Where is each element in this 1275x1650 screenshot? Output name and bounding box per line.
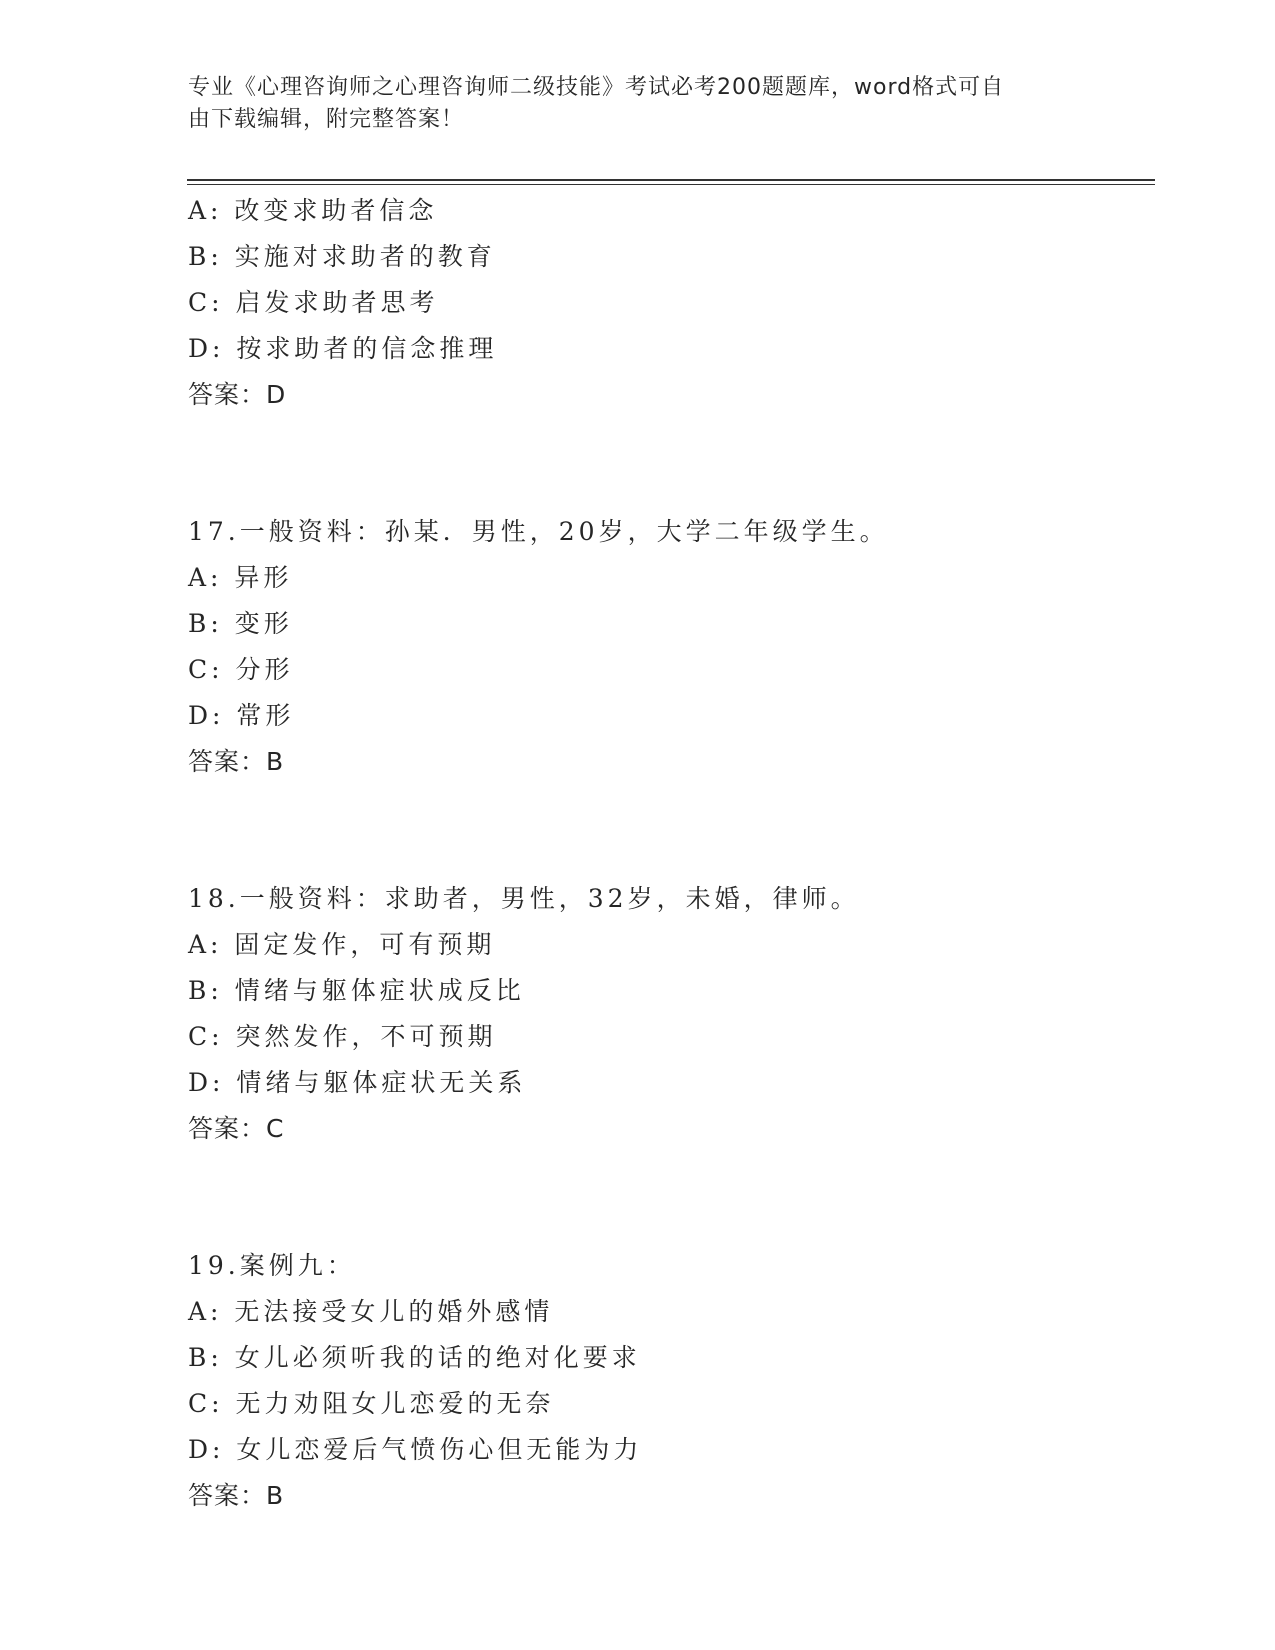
option-a: A: 固定发作，可有预期 — [188, 930, 496, 959]
option-d: D: 情绪与躯体症状无关系 — [188, 1068, 527, 1097]
option-c: C: 分形 — [188, 655, 294, 684]
option-c: C: 启发求助者思考 — [188, 288, 439, 317]
option-a: A: 无法接受女儿的婚外感情 — [188, 1297, 554, 1326]
option-b: B: 情绪与躯体症状成反比 — [188, 976, 525, 1005]
answer: 答案：B — [188, 1481, 285, 1510]
question-text: 18.一般资料：求助者，男性，32岁，未婚，律师。 — [188, 884, 860, 913]
option-d: D: 按求助者的信念推理 — [188, 334, 498, 363]
option-a: A: 改变求助者信念 — [188, 196, 438, 225]
option-d: D: 女儿恋爱后气愤伤心但无能为力 — [188, 1435, 643, 1464]
question-text: 17.一般资料：孙某．男性，20岁，大学二年级学生。 — [188, 517, 889, 546]
question-list — [188, 188, 1148, 1519]
header-divider-thick — [187, 179, 1155, 181]
option-d: D: 常形 — [188, 701, 295, 730]
question-block — [188, 509, 1148, 785]
question-block — [188, 1243, 1148, 1519]
option-a: A: 异形 — [188, 563, 293, 592]
answer: 答案：D — [188, 380, 287, 409]
question-text: 19.案例九： — [188, 1251, 356, 1280]
answer: 答案：C — [188, 1114, 285, 1143]
question-block — [188, 876, 1148, 1152]
option-c: C: 突然发作，不可预期 — [188, 1022, 497, 1051]
option-b: B: 实施对求助者的教育 — [188, 242, 496, 271]
document-header — [188, 72, 1068, 136]
option-b: B: 变形 — [188, 609, 293, 638]
header-line-1: 专业《心理咨询师之心理咨询师二级技能》考试必考200题题库，word格式可自 — [188, 75, 1005, 100]
option-c: C: 无力劝阻女儿恋爱的无奈 — [188, 1389, 555, 1418]
header-line-2: 由下载编辑，附完整答案！ — [188, 107, 465, 132]
question-block — [188, 188, 1148, 418]
answer: 答案：B — [188, 747, 285, 776]
header-divider-thin — [187, 184, 1155, 185]
option-b: B: 女儿必须听我的话的绝对化要求 — [188, 1343, 641, 1372]
